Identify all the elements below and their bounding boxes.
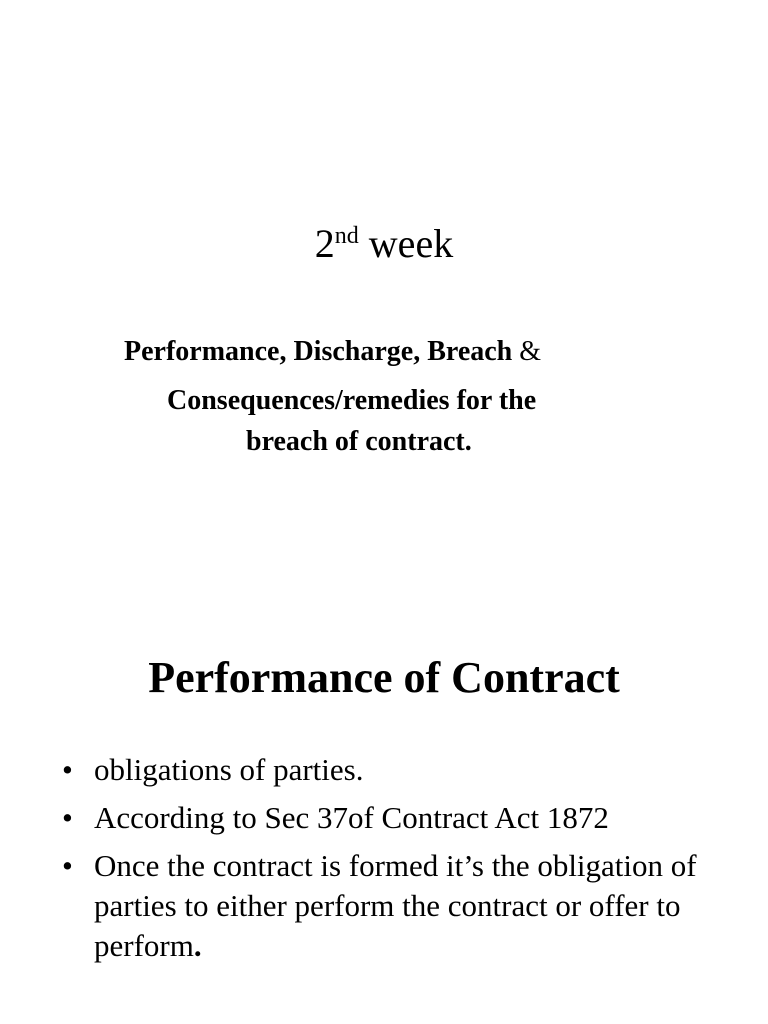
list-item <box>0 750 768 790</box>
bullet-text <box>94 848 697 963</box>
section-title: Performance of Contract <box>148 653 620 702</box>
subtitle-line-2: Consequences/remedies for the <box>167 385 537 416</box>
subtitle-topics: Performance, Discharge, Breach <box>124 336 513 367</box>
list-item <box>0 846 768 966</box>
week-word: week <box>368 221 454 266</box>
bullet-list <box>0 750 768 974</box>
bullet-text-body: Once the contract is formed it’s the obligation of parties to either perform the contract or offer to perform <box>94 848 697 963</box>
subtitle-ampersand: & <box>519 336 542 367</box>
bullet-dot-icon: • <box>62 800 73 835</box>
bullet-text: According to Sec 37of Contract Act 1872 <box>94 800 609 835</box>
bullet-bold-period: . <box>193 928 202 963</box>
bullet-text: obligations of parties. <box>94 752 364 787</box>
week-title <box>0 220 768 274</box>
week-number: 2 <box>314 221 335 266</box>
list-item <box>0 798 768 838</box>
bullet-dot-icon: • <box>62 752 73 787</box>
subtitle-line-3: breach of contract. <box>246 426 472 457</box>
subtitle-line-1 <box>124 336 724 368</box>
ordinal-superscript: nd <box>334 223 359 249</box>
bullet-dot-icon: • <box>62 848 73 883</box>
